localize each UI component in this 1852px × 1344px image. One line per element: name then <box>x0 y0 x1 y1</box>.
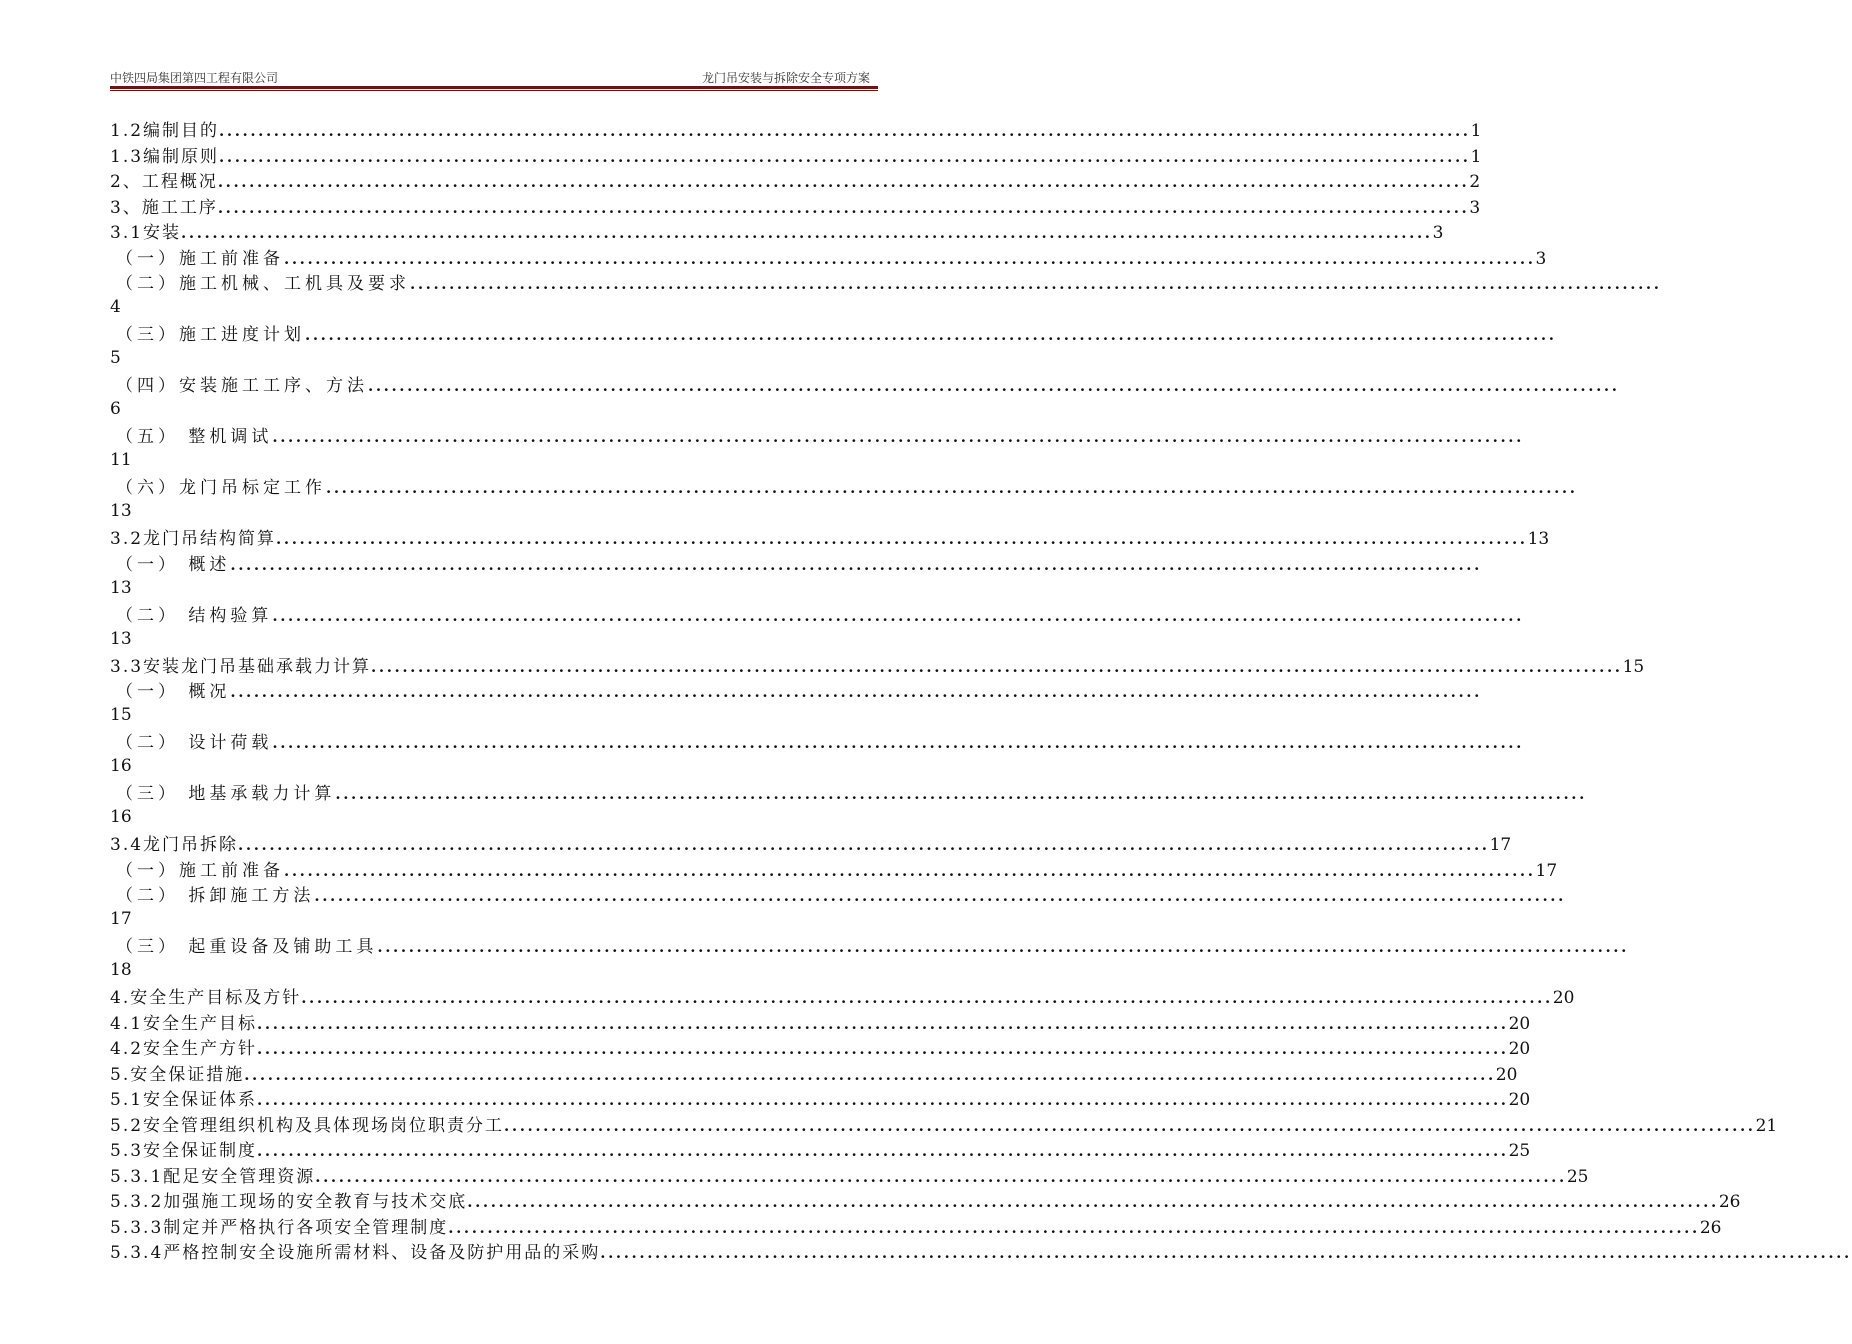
header-company: 中铁四局集团第四工程有限公司 <box>110 71 279 85</box>
toc-entry-line <box>110 1010 1531 1035</box>
toc-entry-line <box>116 780 1587 805</box>
toc-entry-page-number: 13 <box>1527 529 1550 549</box>
toc-dot-leader: ................................................................................................................................................................ <box>230 555 1482 574</box>
toc-entry[interactable] <box>110 423 1524 474</box>
toc-entry[interactable] <box>110 1163 1589 1189</box>
toc-dot-leader: ................................................................................................................................................................ <box>284 249 1536 268</box>
toc-entry-page-number: 15 <box>1622 656 1645 677</box>
toc-entry[interactable] <box>110 1137 1531 1163</box>
toc-dot-leader: ................................................................................................................................................................ <box>448 1218 1700 1237</box>
toc-entry-label: 3.3安装龙门吊基础承载力计算 <box>110 656 372 677</box>
toc-dot-leader: ................................................................................................................................................................ <box>244 1065 1496 1084</box>
toc-entry-page-number: 20 <box>1508 1013 1531 1034</box>
toc-dot-leader: ................................................................................................................................................................ <box>284 861 1536 880</box>
toc-entry-line <box>110 831 1512 856</box>
toc-dot-leader: ................................................................................................................................................................ <box>230 683 1482 701</box>
toc-entry[interactable] <box>110 1112 1778 1138</box>
toc-entry[interactable] <box>110 1010 1531 1036</box>
toc-entry-line <box>110 1188 1741 1213</box>
toc-dot-leader: ................................................................................................................................................................ <box>600 1244 1852 1262</box>
toc-entry[interactable] <box>110 1239 1852 1265</box>
toc-entry-page-number: 3 <box>1469 197 1481 218</box>
toc-entry-line <box>110 1137 1531 1162</box>
toc-entry[interactable] <box>110 525 1550 551</box>
toc-entry-label: （二） 结构验算 <box>116 605 273 626</box>
toc-entry-page-number: 11 <box>110 450 132 470</box>
toc-entry[interactable] <box>110 1061 1518 1087</box>
toc-entry-label: 5.3安全保证制度 <box>110 1141 258 1161</box>
toc-entry-label: （三） 起重设备及铺助工具 <box>116 937 378 957</box>
toc-entry[interactable] <box>110 780 1587 831</box>
toc-entry-label: （六）龙门吊标定工作 <box>116 478 326 498</box>
toc-entry[interactable] <box>110 729 1524 780</box>
toc-dot-leader: ................................................................................................................................................................ <box>305 326 1557 344</box>
toc-entry-line <box>110 219 1444 244</box>
toc-entry-label: 3.2龙门吊结构简算 <box>110 529 277 549</box>
toc-dot-leader: ................................................................................................................................................................ <box>272 734 1524 752</box>
toc-entry-label: （一）施工前准备 <box>116 860 284 881</box>
toc-dot-leader: ................................................................................................................................................................ <box>257 1091 1509 1109</box>
toc-entry-label: 3、施工工序 <box>110 197 218 218</box>
header-rule-thin <box>110 90 878 91</box>
toc-entry-label: 5.安全保证措施 <box>110 1064 245 1085</box>
toc-entry-line <box>110 1214 1722 1239</box>
toc-dot-leader: ................................................................................................................................................................ <box>377 938 1629 956</box>
toc-entry[interactable] <box>110 245 1547 271</box>
toc-entry-page-number: 17 <box>110 909 132 929</box>
toc-entry-label: （三）施工进度计划 <box>116 325 305 345</box>
toc-entry-line <box>110 653 1645 678</box>
toc-entry-label: （一）施工前准备 <box>116 248 284 269</box>
toc-entry-line <box>110 1086 1531 1111</box>
toc-dot-leader: ................................................................................................................................................................ <box>410 275 1662 293</box>
toc-entry-page-number: 13 <box>110 501 132 521</box>
toc-entry[interactable] <box>110 321 1557 372</box>
page-header <box>110 66 878 86</box>
toc-entry[interactable] <box>110 143 1482 169</box>
toc-entry-page-number: 15 <box>110 705 132 725</box>
toc-entry-page-number: 20 <box>1495 1064 1518 1085</box>
toc-entry-label: （二） 拆卸施工方法 <box>116 886 315 906</box>
toc-entry-page-number: 3 <box>1535 248 1547 269</box>
toc-entry[interactable] <box>110 857 1558 883</box>
toc-entry-line <box>116 551 1482 576</box>
toc-dot-leader: ................................................................................................................................................................ <box>217 173 1470 191</box>
toc-entry-label: （五） 整机调试 <box>116 427 273 447</box>
toc-entry-page-number: 21 <box>1755 1115 1778 1136</box>
toc-entry-page-number: 26 <box>1718 1192 1741 1212</box>
toc-entry-page-number: 20 <box>1508 1039 1531 1059</box>
toc-entry-label: （三） 地基承载力计算 <box>116 784 336 804</box>
toc-entry[interactable] <box>110 1035 1531 1061</box>
toc-dot-leader: ................................................................................................................................................................ <box>219 147 1471 166</box>
toc-entry-page-number: 6 <box>110 399 121 419</box>
toc-entry-line <box>110 1035 1531 1060</box>
header-doc-title: 龙门吊安装与拆除安全专项方案 <box>701 71 870 85</box>
toc-entry-page-number: 20 <box>1508 1090 1531 1110</box>
toc-entry-label: 5.3.4严格控制安全设施所需材料、设备及防护用品的采购 <box>110 1243 601 1263</box>
toc-entry-page-number: 25 <box>1508 1141 1531 1161</box>
toc-entry-page-number: 25 <box>1566 1166 1589 1187</box>
toc-entry-line <box>116 321 1557 346</box>
toc-dot-leader: ................................................................................................................................................................ <box>217 198 1470 217</box>
toc-entry-label: 3.4龙门吊拆除 <box>110 835 239 855</box>
toc-entry-label: 5.1安全保证体系 <box>110 1090 258 1110</box>
toc-entry-page-number: 4 <box>110 297 121 317</box>
toc-dot-leader: ................................................................................................................................................................ <box>238 836 1490 854</box>
toc-dot-leader: ................................................................................................................................................................ <box>257 1142 1509 1160</box>
toc-dot-leader: ................................................................................................................................................................ <box>315 1167 1567 1186</box>
toc-entry[interactable] <box>110 168 1481 194</box>
toc-dot-leader: ................................................................................................................................................................ <box>272 606 1524 625</box>
toc-entry-label: 5.3.2加强施工现场的安全教育与技术交底 <box>110 1192 468 1212</box>
toc-entry-line <box>116 270 1662 295</box>
toc-entry-page-number: 26 <box>1699 1217 1722 1238</box>
toc-entry-line <box>110 168 1481 193</box>
toc-entry[interactable] <box>110 653 1645 679</box>
toc-entry[interactable] <box>110 1188 1741 1214</box>
toc-dot-leader: ................................................................................................................................................................ <box>272 428 1524 446</box>
toc-entry[interactable] <box>110 219 1444 245</box>
toc-entry-label: （二） 设计荷载 <box>116 733 273 753</box>
toc-entry-label: 2、工程概况 <box>110 172 218 192</box>
toc-entry-label: 4.安全生产目标及方针 <box>110 988 302 1008</box>
toc-entry[interactable] <box>110 984 1575 1010</box>
toc-dot-leader: ................................................................................................................................................................ <box>219 122 1471 140</box>
toc-entry-page-number: 1 <box>1470 146 1482 167</box>
toc-entry-line <box>110 117 1482 142</box>
table-of-contents <box>110 117 1852 1265</box>
toc-entry-line <box>116 729 1524 754</box>
toc-entry[interactable] <box>110 372 1620 423</box>
toc-entry[interactable] <box>110 194 1481 220</box>
toc-dot-leader: ................................................................................................................................................................ <box>257 1040 1509 1058</box>
toc-entry[interactable] <box>110 117 1482 143</box>
toc-dot-leader: ................................................................................................................................................................ <box>504 1116 1756 1135</box>
toc-entry-page-number: 16 <box>110 807 132 827</box>
toc-entry-line <box>116 857 1558 882</box>
toc-entry-label: 1.3编制原则 <box>110 146 220 167</box>
toc-entry[interactable] <box>110 270 1662 321</box>
toc-entry[interactable] <box>110 933 1629 984</box>
toc-entry-label: 5.2安全管理组织机构及具体现场岗位职责分工 <box>110 1115 505 1136</box>
toc-entry-line <box>110 525 1550 550</box>
toc-entry-line <box>110 984 1575 1009</box>
toc-entry-label: （一） 概述 <box>116 554 231 575</box>
toc-entry-page-number: 20 <box>1552 988 1575 1008</box>
toc-entry-label: 5.3.3制定并严格执行各项安全管理制度 <box>110 1217 449 1238</box>
toc-entry-line <box>110 1112 1778 1137</box>
toc-dot-leader: ................................................................................................................................................................ <box>368 377 1620 395</box>
toc-entry-line <box>116 602 1524 627</box>
toc-entry-line <box>110 1239 1852 1264</box>
toc-entry-line <box>116 423 1524 448</box>
toc-dot-leader: ................................................................................................................................................................ <box>314 887 1566 905</box>
toc-entry[interactable] <box>110 551 1482 602</box>
toc-entry-line <box>116 474 1578 499</box>
toc-entry-line <box>110 1163 1589 1188</box>
toc-entry-label: 4.1安全生产目标 <box>110 1013 258 1034</box>
toc-entry-label: （四）安装施工工序、方法 <box>116 376 368 396</box>
toc-entry[interactable] <box>110 474 1578 525</box>
toc-entry-label: （二）施工机械、工机具及要求 <box>116 274 410 294</box>
toc-entry-label: 3.1安装 <box>110 223 182 243</box>
toc-entry-label: 5.3.1配足安全管理资源 <box>110 1166 316 1187</box>
toc-entry-line <box>110 143 1482 168</box>
toc-entry-page-number: 3 <box>1432 223 1444 243</box>
toc-dot-leader: ................................................................................................................................................................ <box>371 657 1623 676</box>
toc-entry-page-number: 18 <box>110 960 132 980</box>
toc-entry-label: 1.2编制目的 <box>110 121 220 141</box>
toc-entry-line <box>116 678 1482 703</box>
toc-entry[interactable] <box>110 882 1566 933</box>
toc-dot-leader: ................................................................................................................................................................ <box>467 1193 1719 1211</box>
toc-entry-line <box>116 372 1620 397</box>
toc-entry[interactable] <box>110 1086 1531 1112</box>
toc-entry-line <box>110 194 1481 219</box>
toc-entry-page-number: 1 <box>1470 121 1482 141</box>
toc-entry-page-number: 13 <box>110 577 132 598</box>
header-rule-thick <box>110 86 878 89</box>
toc-entry[interactable] <box>110 1214 1722 1240</box>
toc-entry-page-number: 2 <box>1469 172 1481 192</box>
toc-entry[interactable] <box>110 678 1482 729</box>
toc-entry-page-number: 13 <box>110 628 132 649</box>
toc-dot-leader: ................................................................................................................................................................ <box>335 785 1587 803</box>
toc-dot-leader: ................................................................................................................................................................ <box>276 530 1528 548</box>
toc-dot-leader: ................................................................................................................................................................ <box>326 479 1578 497</box>
toc-entry-page-number: 5 <box>110 348 121 368</box>
toc-dot-leader: ................................................................................................................................................................ <box>257 1014 1509 1033</box>
toc-entry[interactable] <box>110 602 1524 653</box>
toc-entry-page-number: 17 <box>1535 860 1558 881</box>
toc-entry-line <box>116 882 1566 907</box>
toc-entry-page-number: 17 <box>1489 835 1512 855</box>
toc-entry-label: （一） 概况 <box>116 682 231 702</box>
toc-dot-leader: ................................................................................................................................................................ <box>301 989 1553 1007</box>
toc-entry-line <box>116 245 1547 270</box>
toc-entry[interactable] <box>110 831 1512 857</box>
toc-entry-line <box>110 1061 1518 1086</box>
toc-entry-label: 4.2安全生产方针 <box>110 1039 258 1059</box>
toc-entry-line <box>116 933 1629 958</box>
toc-entry-page-number: 16 <box>110 756 132 776</box>
toc-dot-leader: ................................................................................................................................................................ <box>181 224 1433 242</box>
